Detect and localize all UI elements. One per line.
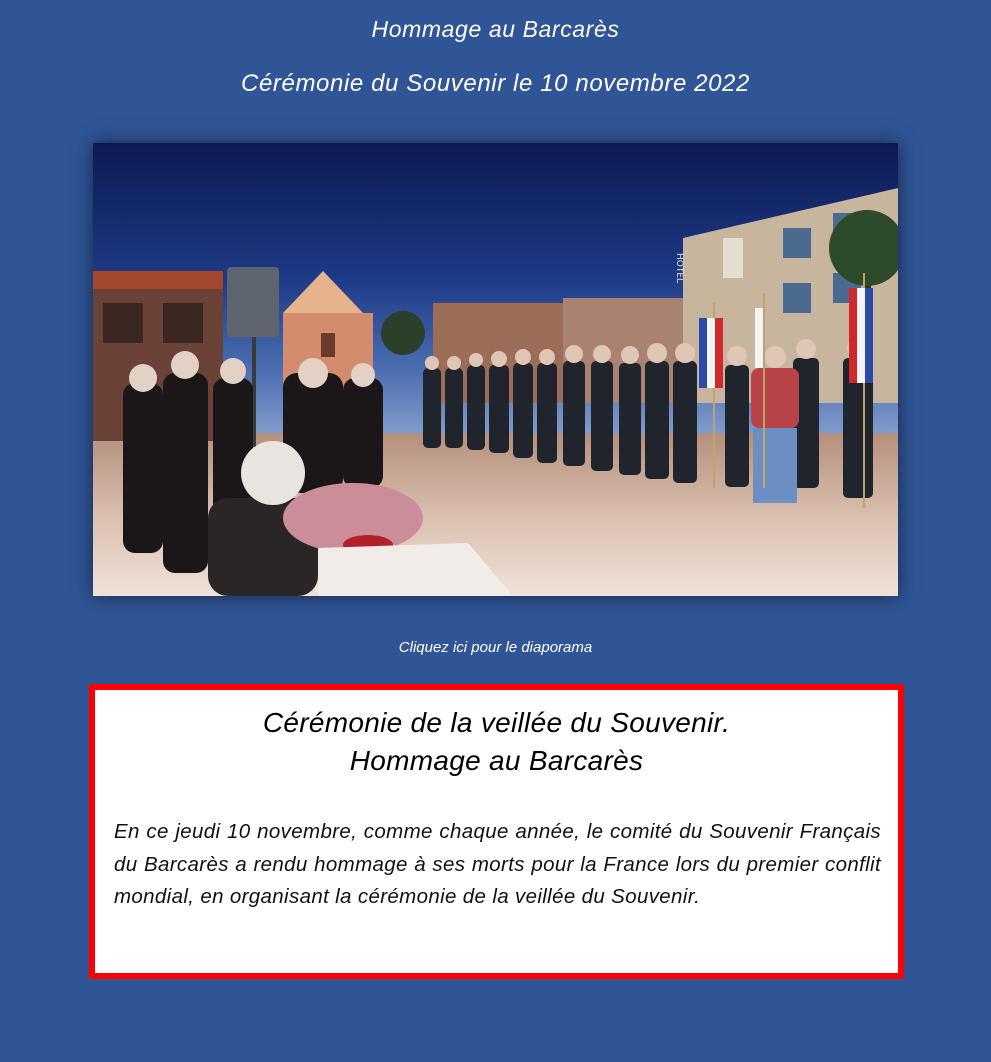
ceremony-photo[interactable] [93,143,898,596]
page-subtitle: Cérémonie du Souvenir le 10 novembre 2022 [241,70,750,97]
article-body: En ce jeudi 10 novembre, comme chaque année, le comité du Souvenir Français du Barcarès a rendu hommage à ses morts pour la France lors du premier conflit mondial, en organisant la cérémonie de la veillée du Souvenir. [114,820,881,908]
page-title: Hommage au Barcarès [371,16,620,42]
slideshow-link[interactable]: Cliquez ici pour le diaporama [398,639,593,656]
article-heading-line1: Cérémonie de la veillée du Souvenir. [262,707,731,738]
article-box [89,684,904,979]
article-heading-line2: Hommage au Barcarès [349,745,644,776]
hotel-sign: HOTEL [674,253,684,284]
